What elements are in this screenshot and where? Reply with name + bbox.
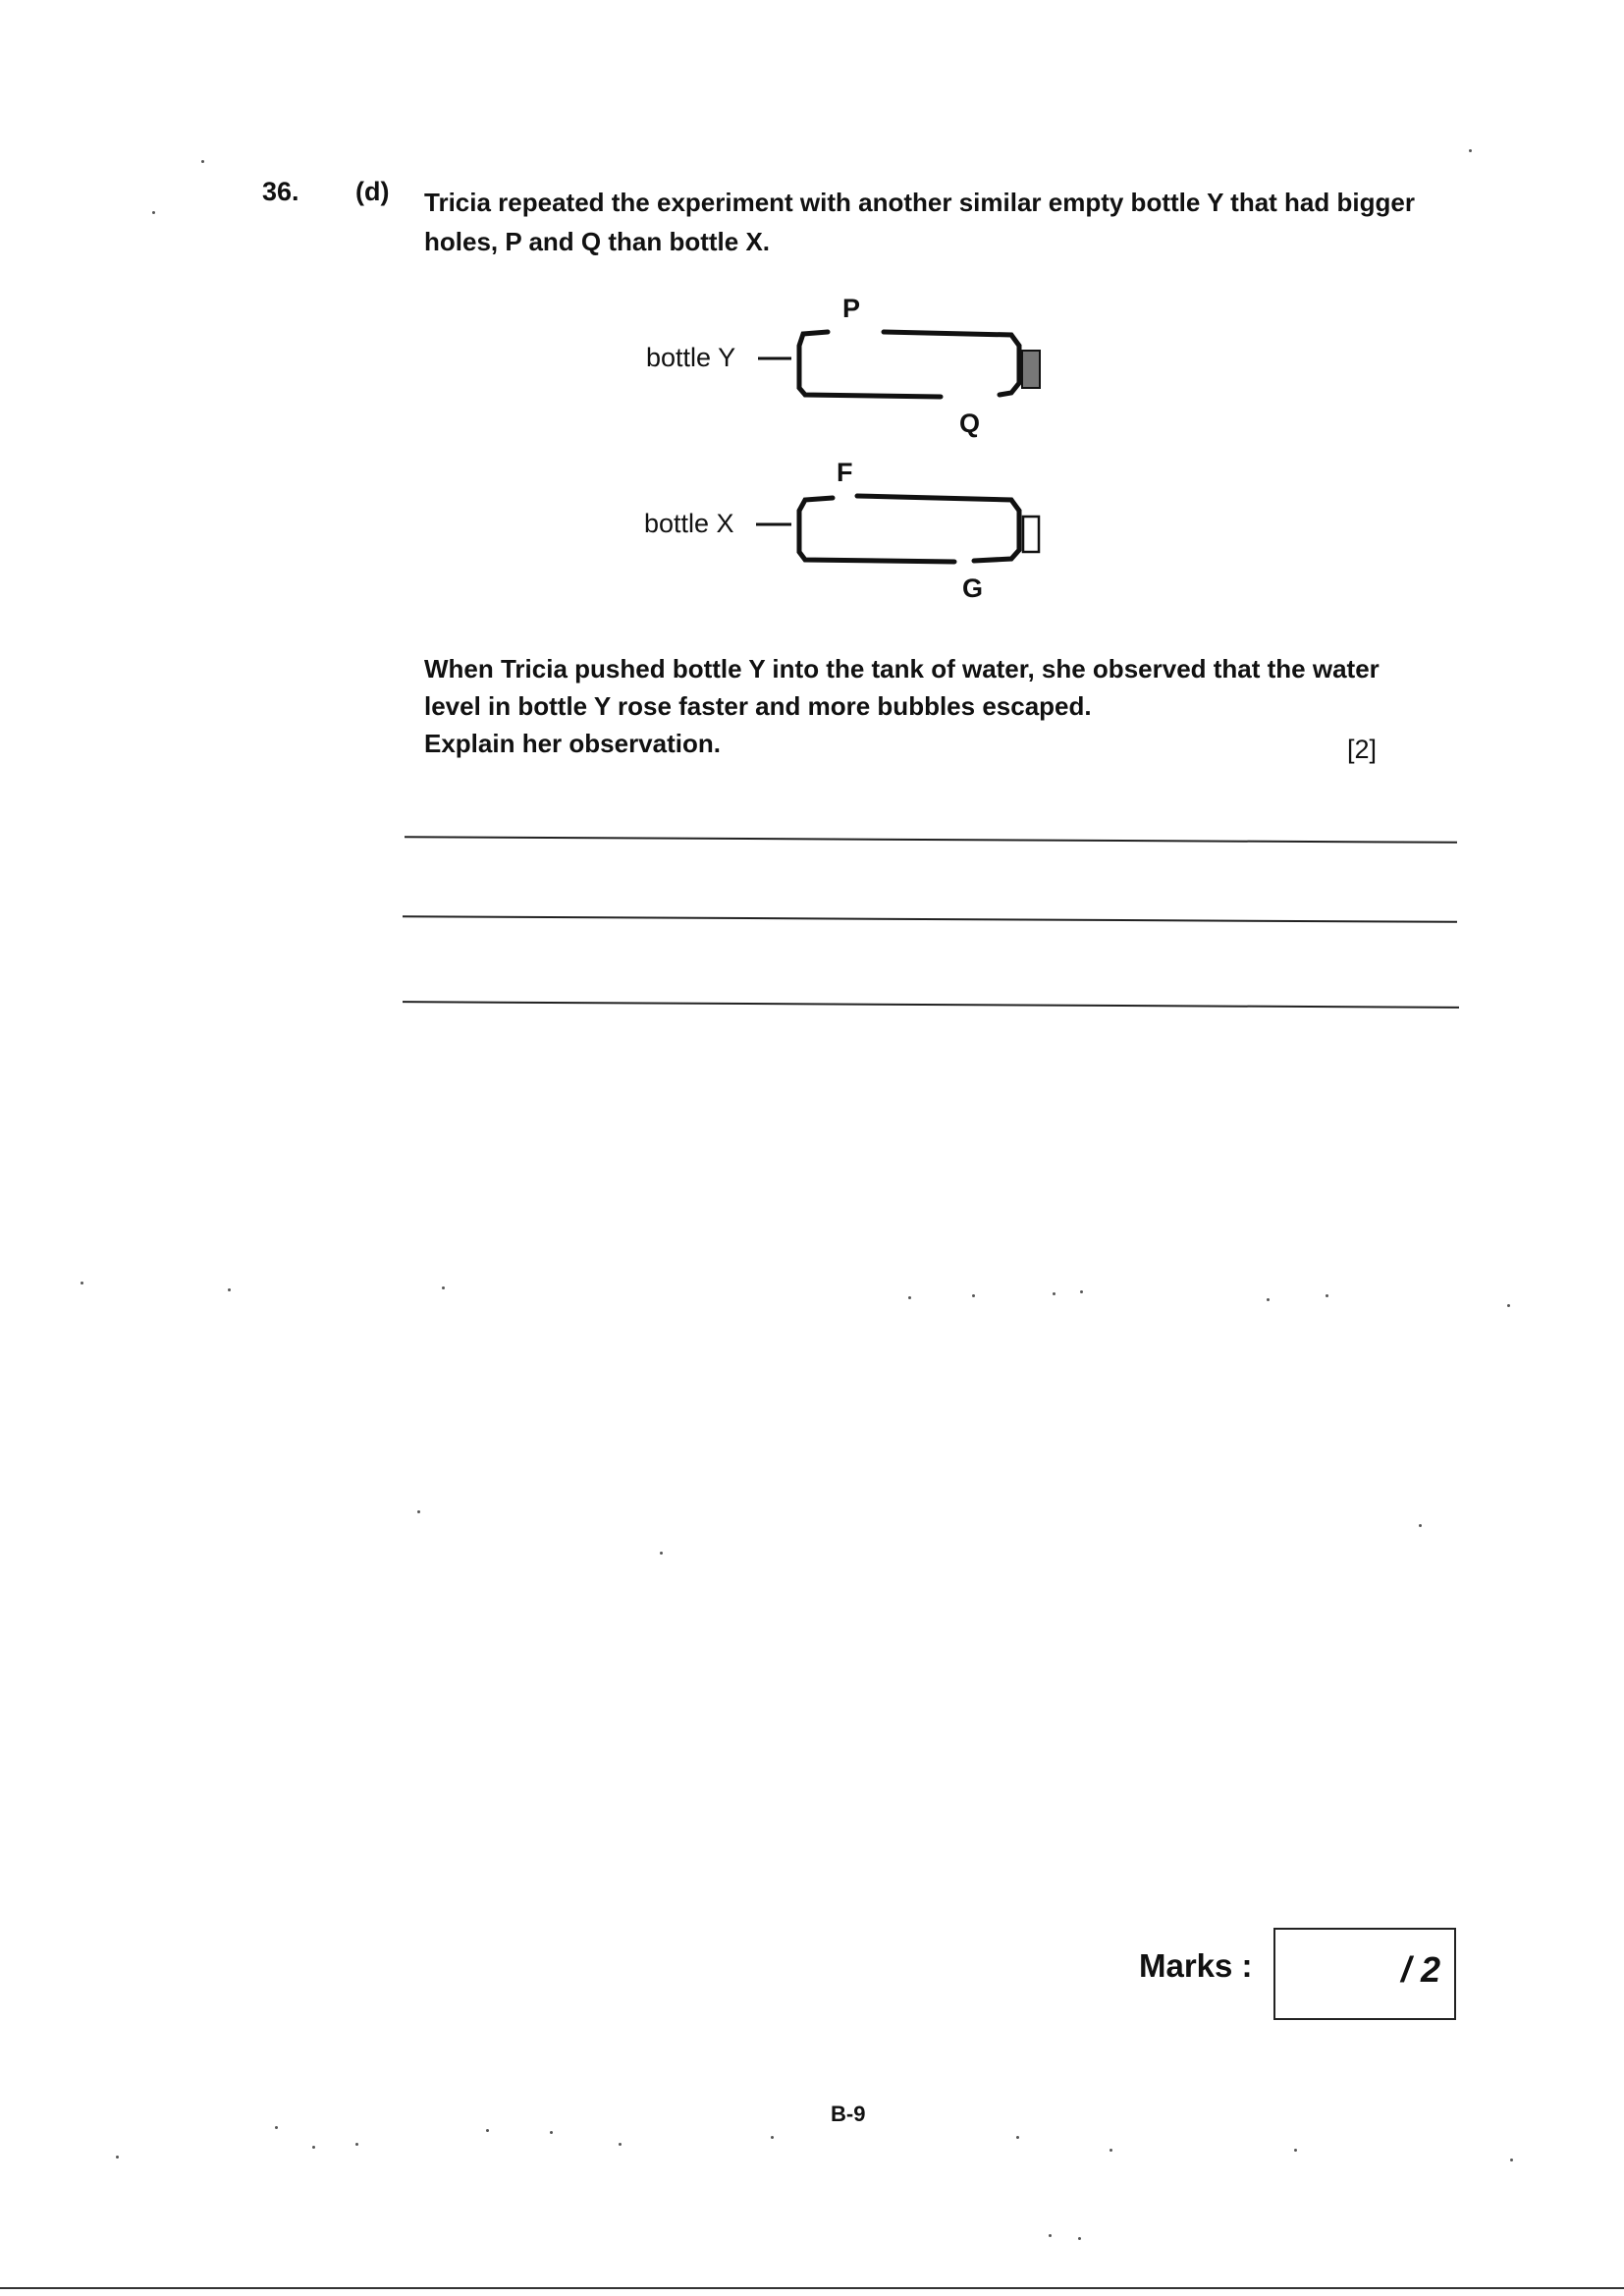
page-number: B-9 — [831, 2102, 866, 2126]
scan-speck — [550, 2131, 553, 2134]
bottle-x-hole-f: F — [837, 458, 853, 487]
scan-speck — [355, 2143, 358, 2146]
bottle-diagram — [0, 0, 1624, 629]
scan-speck — [486, 2129, 489, 2132]
question-part: (d) — [355, 177, 390, 206]
question-number: 36. — [262, 177, 299, 206]
marks-total: / 2 — [1400, 1949, 1440, 1990]
scan-speck — [1080, 1290, 1083, 1293]
scan-speck — [312, 2146, 315, 2149]
scan-speck — [771, 2136, 774, 2139]
marks-box[interactable] — [1273, 1928, 1456, 2020]
bottle-y-body — [799, 332, 1019, 397]
scan-speck — [972, 1294, 975, 1297]
bottle-y-cap — [1022, 351, 1040, 388]
bottle-x-cap — [1023, 517, 1039, 552]
marks-label: Marks : — [1139, 1947, 1253, 1984]
marks-allocation: [2] — [1347, 735, 1378, 764]
question-explain-text: Explain her observation. — [424, 729, 721, 758]
scan-speck — [1053, 1292, 1056, 1295]
scan-speck — [1267, 1298, 1270, 1301]
scan-speck — [1078, 2237, 1081, 2240]
bottom-rule — [0, 2287, 1624, 2289]
answer-line-3[interactable] — [403, 1001, 1459, 1009]
scan-speck — [619, 2143, 622, 2146]
bottle-y-hole-q: Q — [959, 409, 981, 438]
scan-speck — [1326, 1294, 1328, 1297]
scan-speck — [1016, 2136, 1019, 2139]
scan-speck — [81, 1282, 83, 1285]
scan-speck — [1507, 1304, 1510, 1307]
scan-speck — [228, 1288, 231, 1291]
scan-speck — [417, 1510, 420, 1513]
bottle-x-hole-g: G — [962, 574, 984, 603]
bottle-x-label: bottle X — [644, 509, 734, 538]
scan-speck — [1510, 2159, 1513, 2161]
question-intro: Tricia repeated the experiment with another similar empty bottle Y that had bigger holes, P and Q than bottle X. — [424, 188, 1415, 256]
scan-speck — [1294, 2149, 1297, 2152]
scan-speck — [1419, 1524, 1422, 1527]
scan-speck — [201, 160, 204, 163]
bottle-diagram-svg — [0, 0, 1624, 629]
bottle-y-label: bottle Y — [646, 343, 736, 372]
answer-line-2[interactable] — [403, 915, 1457, 923]
scan-speck — [1469, 149, 1472, 152]
scan-speck — [660, 1552, 663, 1555]
scan-speck — [116, 2156, 119, 2159]
scan-speck — [908, 1296, 911, 1299]
scan-speck — [442, 1286, 445, 1289]
question-observation-text: When Tricia pushed bottle Y into the tank of water, she observed that the water level in bottle Y rose faster and more bubbles escaped. — [424, 654, 1380, 721]
bottle-y-hole-p: P — [842, 294, 861, 323]
scan-speck — [152, 211, 155, 214]
scan-speck — [1110, 2149, 1112, 2152]
answer-line-1[interactable] — [405, 836, 1457, 844]
bottle-x-body — [799, 496, 1019, 562]
scan-speck — [275, 2126, 278, 2129]
question-prompt — [424, 650, 1406, 762]
scan-speck — [1049, 2234, 1052, 2237]
